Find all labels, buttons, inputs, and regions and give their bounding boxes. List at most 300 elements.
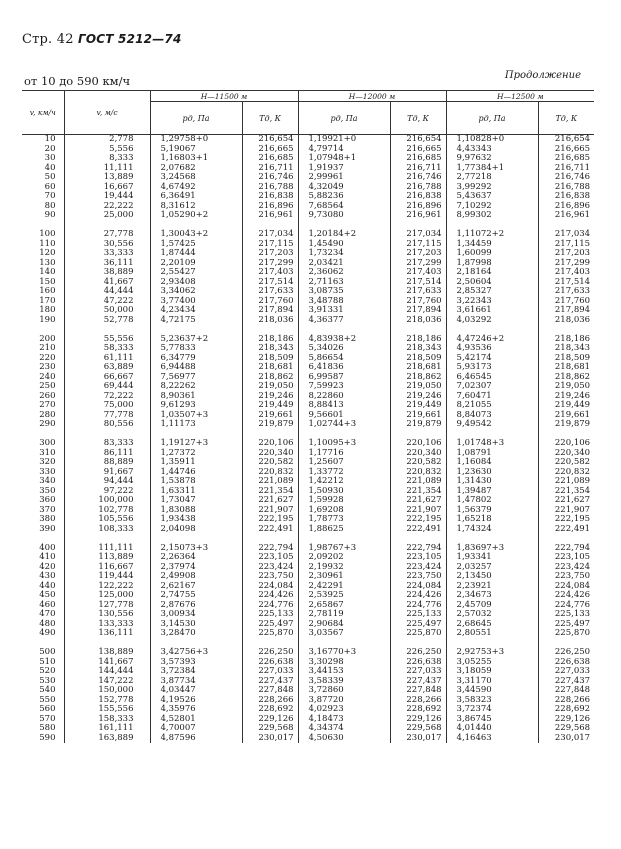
- cell-p-11500: 3,34062: [150, 287, 242, 297]
- cell-p-12500: 1,83697+3: [446, 544, 538, 554]
- cell-t-12500: 216,788: [554, 181, 591, 192]
- cell-t-12000: 216,788: [390, 183, 446, 193]
- cell-p-12000: 2,09202: [298, 553, 390, 563]
- cell-t-11500: 218,343: [242, 344, 298, 354]
- table-row: [22, 211, 594, 221]
- cell-t-11500: 218,186: [242, 335, 298, 345]
- cell-v-kmh: 100: [22, 230, 64, 240]
- cell-t-11500: 217,115: [242, 240, 298, 250]
- cell-p-12500: 1,60099: [446, 249, 538, 259]
- cell-v-kmh: 80: [22, 202, 64, 212]
- cell-t-11500: 223,105: [242, 553, 298, 563]
- cell-v-ms: 111,111: [64, 544, 150, 554]
- cell-v-kmh: 230: [22, 363, 64, 373]
- cell-t-12000: 216,665: [390, 145, 446, 155]
- col-header-t-11500: Tд, К: [242, 102, 298, 135]
- cell-p-12000: 4,50630: [298, 734, 390, 744]
- cell-t-12500: 217,760: [554, 295, 591, 306]
- cell-t-12500: 226,638: [554, 656, 591, 667]
- cell-v-kmh: 170: [22, 297, 64, 307]
- cell-p-12000: 2,03421: [298, 259, 390, 269]
- cell-p-12000: 1,17716: [298, 449, 390, 459]
- cell-t-11500: 217,299: [242, 259, 298, 269]
- cell-p-12500: 1,87998: [446, 259, 538, 269]
- cell-t-12500: 218,343: [554, 343, 591, 353]
- cell-p-12500: 4,01440: [446, 724, 538, 734]
- cell-t-11500: 218,862: [242, 373, 298, 383]
- cell-p-11500: 4,23434: [150, 306, 242, 316]
- cell-t-11500: 222,794: [242, 544, 298, 554]
- cell-v-ms: 108,333: [64, 525, 150, 535]
- standard-code: ГОСТ 5212—74: [78, 32, 182, 46]
- cell-v-kmh: 410: [22, 553, 64, 563]
- cell-v-kmh: 390: [22, 525, 64, 535]
- cell-t-12500: 219,449: [554, 400, 591, 410]
- cell-v-kmh: 480: [22, 620, 64, 630]
- cell-t-12500: 222,491: [554, 523, 591, 534]
- cell-v-ms: 94,444: [64, 477, 150, 487]
- cell-t-12000: 217,514: [390, 278, 446, 288]
- cell-p-11500: 1,03507+3: [150, 411, 242, 421]
- cell-t-12500: 216,896: [554, 200, 591, 211]
- cell-p-12500: 7,10292: [446, 202, 538, 212]
- cell-v-kmh: 240: [22, 373, 64, 383]
- cell-p-12500: 5,93173: [446, 363, 538, 373]
- cell-v-ms: 127,778: [64, 601, 150, 611]
- cell-p-11500: 1,16803+1: [150, 154, 242, 164]
- cell-v-ms: 155,556: [64, 705, 150, 715]
- cell-p-12000: 6,41836: [298, 363, 390, 373]
- cell-t-12500: 220,340: [554, 447, 591, 458]
- cell-p-12000: 4,02923: [298, 705, 390, 715]
- cell-t-12000: 223,750: [390, 572, 446, 582]
- cell-p-12500: 4,93536: [446, 344, 538, 354]
- cell-v-kmh: 20: [22, 145, 64, 155]
- atmosphere-table: [22, 90, 594, 743]
- cell-v-kmh: 520: [22, 667, 64, 677]
- cell-t-12500: 228,692: [554, 704, 591, 714]
- cell-t-12000: 218,509: [390, 354, 446, 364]
- cell-t-12000: 230,017: [390, 734, 446, 744]
- cell-p-12000: 3,03567: [298, 629, 390, 639]
- cell-p-11500: 1,93438: [150, 515, 242, 525]
- cell-t-12500: 216,961: [554, 210, 591, 220]
- cell-p-12000: 3,72860: [298, 686, 390, 696]
- cell-p-12000: 2,78119: [298, 610, 390, 620]
- cell-t-11500: 219,661: [242, 411, 298, 421]
- cell-v-kmh: 570: [22, 715, 64, 725]
- cell-v-kmh: 90: [22, 211, 64, 221]
- cell-t-11500: 226,250: [242, 648, 298, 658]
- cell-v-kmh: 260: [22, 392, 64, 402]
- cell-t-11500: 216,838: [242, 192, 298, 202]
- cell-v-ms: 105,556: [64, 515, 150, 525]
- cell-v-kmh: 150: [22, 278, 64, 288]
- cell-p-12500: 3,72374: [446, 705, 538, 715]
- cell-t-12000: 229,126: [390, 715, 446, 725]
- cell-v-ms: 69,444: [64, 382, 150, 392]
- cell-p-12500: 1,23630: [446, 468, 538, 478]
- cell-v-ms: 113,889: [64, 553, 150, 563]
- cell-t-11500: 224,776: [242, 601, 298, 611]
- cell-p-12000: 7,59923: [298, 382, 390, 392]
- cell-p-11500: 1,35911: [150, 458, 242, 468]
- col-header-v-ms: v, м/с: [64, 91, 150, 135]
- cell-v-kmh: 120: [22, 249, 64, 259]
- cell-p-12500: 7,02307: [446, 382, 538, 392]
- cell-t-12500: 229,126: [554, 713, 591, 724]
- cell-v-kmh: 210: [22, 344, 64, 354]
- cell-t-11500: 218,681: [242, 363, 298, 373]
- cell-p-12500: 8,21055: [446, 401, 538, 411]
- cell-t-12000: 218,343: [390, 344, 446, 354]
- cell-t-12500: 228,266: [554, 694, 591, 705]
- cell-p-11500: 3,42756+3: [150, 648, 242, 658]
- cell-p-11500: 4,19526: [150, 696, 242, 706]
- cell-v-ms: 47,222: [64, 297, 150, 307]
- cell-v-ms: 158,333: [64, 715, 150, 725]
- cell-v-kmh: 580: [22, 724, 64, 734]
- cell-t-11500: 220,832: [242, 468, 298, 478]
- cell-t-12000: 224,084: [390, 582, 446, 592]
- cell-t-12500: 216,838: [554, 191, 591, 201]
- group-header-11500: H—11500 м: [150, 91, 298, 102]
- cell-p-12500: 6,46545: [446, 373, 538, 383]
- cell-t-11500: 217,034: [242, 230, 298, 240]
- cell-p-12500: 2,68645: [446, 620, 538, 630]
- cell-v-kmh: 530: [22, 677, 64, 687]
- cell-p-11500: 2,20109: [150, 259, 242, 269]
- cell-p-12500: 2,23921: [446, 582, 538, 592]
- col-header-t-12500: Tд, К: [538, 102, 594, 135]
- cell-p-12500: 2,77218: [446, 173, 538, 183]
- cell-v-ms: 77,778: [64, 411, 150, 421]
- cell-v-kmh: 350: [22, 487, 64, 497]
- cell-t-12000: 228,692: [390, 705, 446, 715]
- cell-t-11500: 224,426: [242, 591, 298, 601]
- cell-p-12000: 1,33772: [298, 468, 390, 478]
- col-header-p-12500: pд, Па: [446, 102, 538, 135]
- cell-p-11500: 2,49908: [150, 572, 242, 582]
- cell-p-12500: 2,85327: [446, 287, 538, 297]
- cell-p-12500: 4,47246+2: [446, 335, 538, 345]
- cell-t-12500: 221,907: [554, 504, 591, 515]
- cell-p-12000: 1,25607: [298, 458, 390, 468]
- cell-t-11500: 230,017: [242, 734, 298, 744]
- cell-v-ms: 86,111: [64, 449, 150, 459]
- cell-v-ms: 44,444: [64, 287, 150, 297]
- cell-p-11500: 3,72384: [150, 667, 242, 677]
- cell-p-12500: 2,45709: [446, 601, 538, 611]
- cell-v-ms: 147,222: [64, 677, 150, 687]
- cell-p-12500: 2,18164: [446, 268, 538, 278]
- cell-t-12500: 223,105: [554, 552, 591, 562]
- cell-p-12000: 3,87720: [298, 696, 390, 706]
- cell-p-12500: 3,05255: [446, 658, 538, 668]
- cell-p-12500: 9,97632: [446, 154, 538, 164]
- cell-v-ms: 116,667: [64, 563, 150, 573]
- cell-p-12500: 3,31170: [446, 677, 538, 687]
- cell-p-11500: 4,67492: [150, 183, 242, 193]
- cell-t-12500: 219,879: [554, 419, 591, 429]
- cell-t-12500: 224,426: [554, 590, 591, 600]
- cell-t-11500: 216,654: [242, 135, 298, 145]
- cell-p-12500: 1,74324: [446, 525, 538, 535]
- cell-v-ms: 8,333: [64, 154, 150, 164]
- cell-p-11500: 1,53878: [150, 477, 242, 487]
- cell-t-12500: 219,246: [554, 390, 591, 401]
- cell-v-kmh: 450: [22, 591, 64, 601]
- cell-t-12500: 219,050: [554, 381, 591, 391]
- cell-v-kmh: 500: [22, 648, 64, 658]
- cell-p-12500: 1,65218: [446, 515, 538, 525]
- cell-t-11500: 223,424: [242, 563, 298, 573]
- cell-p-12500: 1,47802: [446, 496, 538, 506]
- cell-p-11500: 2,55427: [150, 268, 242, 278]
- cell-p-11500: 2,15073+3: [150, 544, 242, 554]
- cell-p-11500: 4,87596: [150, 734, 242, 744]
- cell-v-kmh: 250: [22, 382, 64, 392]
- cell-t-11500: 229,126: [242, 715, 298, 725]
- cell-p-11500: 8,22262: [150, 382, 242, 392]
- cell-t-12000: 224,426: [390, 591, 446, 601]
- cell-p-12000: 3,58339: [298, 677, 390, 687]
- table-row: [22, 420, 594, 430]
- col-header-v-kmh: v, км/ч: [22, 91, 64, 135]
- cell-p-12000: 8,88413: [298, 401, 390, 411]
- cell-t-12000: 218,186: [390, 335, 446, 345]
- cell-t-11500: 229,568: [242, 724, 298, 734]
- cell-p-11500: 2,87676: [150, 601, 242, 611]
- cell-v-kmh: 370: [22, 506, 64, 516]
- cell-t-12000: 219,661: [390, 411, 446, 421]
- cell-v-kmh: 220: [22, 354, 64, 364]
- cell-v-ms: 102,778: [64, 506, 150, 516]
- cell-p-12000: 2,53925: [298, 591, 390, 601]
- cell-t-11500: 226,638: [242, 658, 298, 668]
- cell-t-11500: 222,195: [242, 515, 298, 525]
- table-row: [22, 316, 594, 326]
- cell-p-12500: 8,84073: [446, 411, 538, 421]
- cell-v-kmh: 550: [22, 696, 64, 706]
- cell-t-11500: 220,340: [242, 449, 298, 459]
- cell-p-12500: 2,57032: [446, 610, 538, 620]
- cell-p-11500: 1,87444: [150, 249, 242, 259]
- cell-v-ms: 25,000: [64, 211, 150, 221]
- cell-v-kmh: 10: [22, 135, 64, 145]
- cell-p-12500: 3,58323: [446, 696, 538, 706]
- cell-p-12500: 4,43343: [446, 145, 538, 155]
- cell-p-11500: 2,93408: [150, 278, 242, 288]
- cell-p-12500: 1,34459: [446, 240, 538, 250]
- cell-p-12500: 4,03292: [446, 316, 538, 326]
- cell-t-12500: 223,750: [554, 571, 591, 581]
- cell-p-12000: 2,65867: [298, 601, 390, 611]
- cell-v-kmh: 310: [22, 449, 64, 459]
- cell-v-ms: 163,889: [64, 734, 150, 744]
- cell-p-12000: 1,50930: [298, 487, 390, 497]
- col-header-p-12000: pд, Па: [298, 102, 390, 135]
- cell-t-12000: 227,848: [390, 686, 446, 696]
- cell-t-11500: 225,497: [242, 620, 298, 630]
- cell-t-12000: 221,907: [390, 506, 446, 516]
- cell-t-11500: 216,711: [242, 164, 298, 174]
- cell-v-kmh: 270: [22, 401, 64, 411]
- cell-v-kmh: 430: [22, 572, 64, 582]
- cell-t-11500: 227,437: [242, 677, 298, 687]
- cell-v-ms: 52,778: [64, 316, 150, 326]
- cell-t-12000: 223,105: [390, 553, 446, 563]
- cell-v-ms: 5,556: [64, 145, 150, 155]
- cell-p-12000: 3,08735: [298, 287, 390, 297]
- cell-t-12500: 222,195: [554, 514, 591, 524]
- cell-p-12500: 1,56379: [446, 506, 538, 516]
- cell-t-12500: 218,186: [554, 333, 591, 344]
- cell-p-11500: 5,77833: [150, 344, 242, 354]
- cell-t-11500: 217,633: [242, 287, 298, 297]
- cell-t-12000: 219,449: [390, 401, 446, 411]
- cell-p-11500: 3,28470: [150, 629, 242, 639]
- cell-p-12000: 3,44153: [298, 667, 390, 677]
- cell-p-12000: 4,83938+2: [298, 335, 390, 345]
- cell-t-12500: 225,870: [554, 628, 591, 638]
- cell-v-ms: 125,000: [64, 591, 150, 601]
- cell-p-12000: 1,20184+2: [298, 230, 390, 240]
- cell-p-12000: 3,48788: [298, 297, 390, 307]
- cell-t-11500: 216,896: [242, 202, 298, 212]
- cell-t-12000: 226,638: [390, 658, 446, 668]
- cell-t-12000: 216,746: [390, 173, 446, 183]
- cell-v-kmh: 70: [22, 192, 64, 202]
- cell-v-kmh: 400: [22, 544, 64, 554]
- cell-p-12000: 1,19921+0: [298, 135, 390, 145]
- table-row: [22, 629, 594, 639]
- cell-t-12500: 217,115: [554, 238, 591, 249]
- cell-p-12000: 1,91937: [298, 164, 390, 174]
- cell-p-12000: 4,36377: [298, 316, 390, 326]
- cell-t-12000: 228,266: [390, 696, 446, 706]
- cell-p-12500: 2,92753+3: [446, 648, 538, 658]
- cell-p-11500: 4,52801: [150, 715, 242, 725]
- cell-p-12500: 1,11072+2: [446, 230, 538, 240]
- cell-p-12000: 1,88625: [298, 525, 390, 535]
- cell-t-12000: 217,403: [390, 268, 446, 278]
- cell-p-11500: 3,24568: [150, 173, 242, 183]
- cell-p-11500: 2,26364: [150, 553, 242, 563]
- cell-p-12500: 2,13450: [446, 572, 538, 582]
- cell-v-ms: 27,778: [64, 230, 150, 240]
- cell-p-11500: 6,94488: [150, 363, 242, 373]
- cell-t-12000: 219,879: [390, 420, 446, 430]
- cell-p-12000: 2,36062: [298, 268, 390, 278]
- cell-p-12000: 5,34026: [298, 344, 390, 354]
- cell-v-kmh: 160: [22, 287, 64, 297]
- cell-p-11500: 1,27372: [150, 449, 242, 459]
- cell-p-11500: 8,31612: [150, 202, 242, 212]
- cell-t-11500: 219,246: [242, 392, 298, 402]
- cell-v-kmh: 130: [22, 259, 64, 269]
- cell-p-12500: 1,93341: [446, 553, 538, 563]
- cell-t-12000: 219,246: [390, 392, 446, 402]
- cell-p-12000: 1,73234: [298, 249, 390, 259]
- cell-p-12500: 9,49542: [446, 420, 538, 430]
- cell-t-12500: 220,582: [554, 457, 591, 467]
- cell-t-11500: 223,750: [242, 572, 298, 582]
- cell-t-12000: 225,133: [390, 610, 446, 620]
- cell-t-11500: 217,403: [242, 268, 298, 278]
- cell-t-12500: 218,509: [554, 352, 591, 363]
- cell-v-kmh: 330: [22, 468, 64, 478]
- cell-t-12000: 217,299: [390, 259, 446, 269]
- cell-t-12000: 216,961: [390, 211, 446, 221]
- cell-v-kmh: 340: [22, 477, 64, 487]
- cell-p-11500: 4,70007: [150, 724, 242, 734]
- cell-t-12500: 227,033: [554, 666, 591, 676]
- cell-t-11500: 219,879: [242, 420, 298, 430]
- cell-t-11500: 225,870: [242, 629, 298, 639]
- cell-p-12000: 9,56601: [298, 411, 390, 421]
- cell-p-11500: 3,57393: [150, 658, 242, 668]
- cell-v-kmh: 380: [22, 515, 64, 525]
- cell-t-12500: 223,424: [554, 561, 591, 572]
- cell-v-kmh: 60: [22, 183, 64, 193]
- cell-t-11500: 219,449: [242, 401, 298, 411]
- cell-t-12000: 227,437: [390, 677, 446, 687]
- cell-p-12000: 3,30298: [298, 658, 390, 668]
- cell-p-12000: 1,78773: [298, 515, 390, 525]
- cell-p-11500: 7,56977: [150, 373, 242, 383]
- cell-p-12500: 3,22343: [446, 297, 538, 307]
- cell-v-kmh: 200: [22, 335, 64, 345]
- cell-p-12500: 1,16084: [446, 458, 538, 468]
- cell-v-ms: 141,667: [64, 658, 150, 668]
- cell-p-12000: 7,68564: [298, 202, 390, 212]
- cell-v-ms: 11,111: [64, 164, 150, 174]
- cell-t-11500: 218,509: [242, 354, 298, 364]
- cell-t-12500: 216,711: [554, 162, 591, 173]
- cell-p-11500: 1,30043+2: [150, 230, 242, 240]
- cell-v-kmh: 420: [22, 563, 64, 573]
- cell-v-kmh: 320: [22, 458, 64, 468]
- cell-t-12500: 217,403: [554, 267, 591, 277]
- cell-t-12500: 218,681: [554, 362, 591, 372]
- cell-p-11500: 1,63311: [150, 487, 242, 497]
- cell-p-11500: 5,19067: [150, 145, 242, 155]
- cell-t-12000: 221,354: [390, 487, 446, 497]
- cell-t-12000: 217,760: [390, 297, 446, 307]
- cell-t-11500: 221,354: [242, 487, 298, 497]
- cell-p-12000: 5,86654: [298, 354, 390, 364]
- cell-v-ms: 55,556: [64, 335, 150, 345]
- cell-p-11500: 2,04098: [150, 525, 242, 535]
- cell-v-kmh: 190: [22, 316, 64, 326]
- cell-t-11500: 216,961: [242, 211, 298, 221]
- cell-t-12500: 222,794: [554, 542, 591, 553]
- cell-p-11500: 2,07682: [150, 164, 242, 174]
- cell-p-12500: 2,50604: [446, 278, 538, 288]
- cell-t-11500: 217,894: [242, 306, 298, 316]
- cell-v-ms: 66,667: [64, 373, 150, 383]
- cell-p-12000: 3,91331: [298, 306, 390, 316]
- cell-p-12500: 3,86745: [446, 715, 538, 725]
- cell-v-ms: 2,778: [64, 135, 150, 145]
- cell-t-12500: 216,746: [554, 172, 591, 182]
- cell-p-12000: 8,22860: [298, 392, 390, 402]
- cell-p-12000: 1,42212: [298, 477, 390, 487]
- cell-p-11500: 1,73047: [150, 496, 242, 506]
- cell-v-ms: 33,333: [64, 249, 150, 259]
- cell-t-12000: 225,497: [390, 620, 446, 630]
